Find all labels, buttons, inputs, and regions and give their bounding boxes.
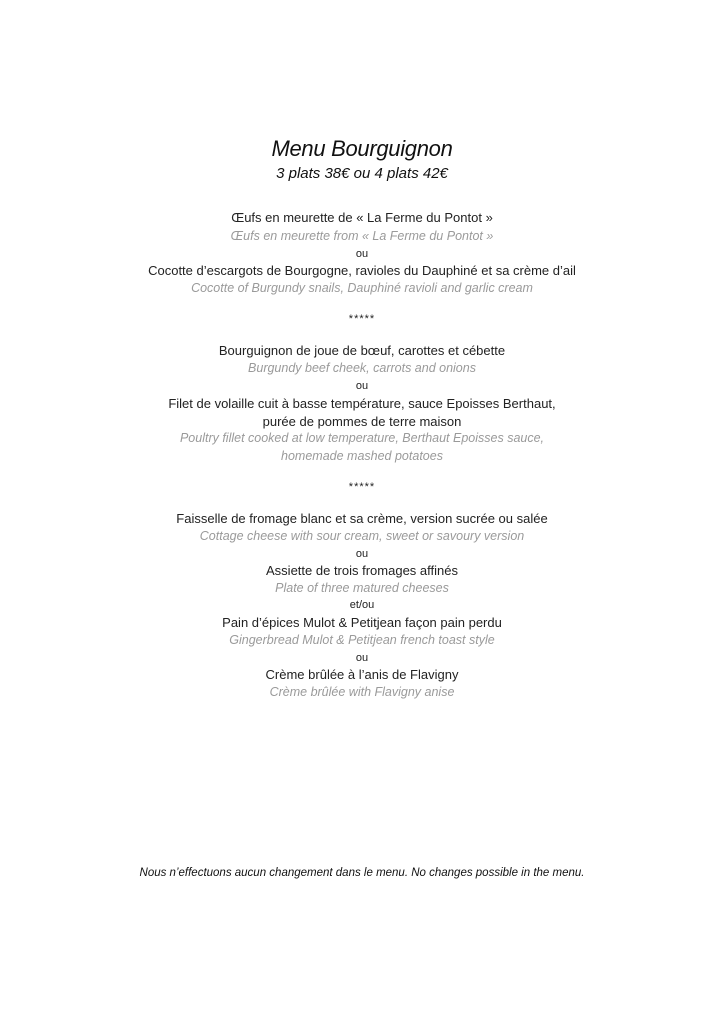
- starter-1-english: Œufs en meurette from « La Ferme du Pontot »: [230, 229, 494, 243]
- main-2-english-line1: Poultry fillet cooked at low temperature, Berthaut Epoisses sauce,: [179, 431, 545, 445]
- main-2-french-line2: purée de pommes de terre maison: [262, 414, 462, 429]
- dessert-or-separator-2: ou: [355, 652, 369, 664]
- footer-note: Nous n’effectuons aucun changement dans le menu. No changes possible in the menu.: [139, 867, 585, 879]
- dessert-or-separator-1: ou: [355, 548, 369, 560]
- section-divider-2: *****: [348, 481, 376, 493]
- starter-or-separator: ou: [355, 248, 369, 260]
- dessert-1-french: Faisselle de fromage blanc et sa crème, version sucrée ou salée: [176, 511, 548, 526]
- dessert-2-french: Assiette de trois fromages affinés: [266, 563, 458, 578]
- dessert-and-or-separator: et/ou: [349, 599, 375, 611]
- dessert-4-english: Crème brûlée with Flavigny anise: [269, 685, 455, 699]
- main-2-english-line2: homemade mashed potatoes: [281, 449, 443, 463]
- section-divider-1: *****: [348, 313, 376, 325]
- starter-2-french: Cocotte d’escargots de Bourgogne, ravioles du Dauphiné et sa crème d’ail: [148, 263, 576, 278]
- dessert-3-english: Gingerbread Mulot & Petitjean french toast style: [229, 633, 495, 647]
- main-1-english: Burgundy beef cheek, carrots and onions: [248, 361, 476, 375]
- menu-pricing: 3 plats 38€ ou 4 plats 42€: [276, 165, 448, 182]
- main-1-french: Bourguignon de joue de bœuf, carottes et cébette: [218, 343, 506, 358]
- dessert-4-french: Crème brûlée à l’anis de Flavigny: [265, 667, 459, 682]
- dessert-3-french: Pain d’épices Mulot & Petitjean façon pain perdu: [222, 615, 502, 630]
- main-or-separator: ou: [355, 380, 369, 392]
- starter-1-french: Œufs en meurette de « La Ferme du Pontot »: [231, 210, 493, 225]
- starter-2-english: Cocotte of Burgundy snails, Dauphiné ravioli and garlic cream: [191, 281, 533, 295]
- menu-title: Menu Bourguignon: [271, 136, 453, 161]
- dessert-1-english: Cottage cheese with sour cream, sweet or savoury version: [199, 529, 525, 543]
- main-2-french-line1: Filet de volaille cuit à basse température, sauce Epoisses Berthaut,: [168, 396, 556, 411]
- dessert-2-english: Plate of three matured cheeses: [275, 581, 449, 595]
